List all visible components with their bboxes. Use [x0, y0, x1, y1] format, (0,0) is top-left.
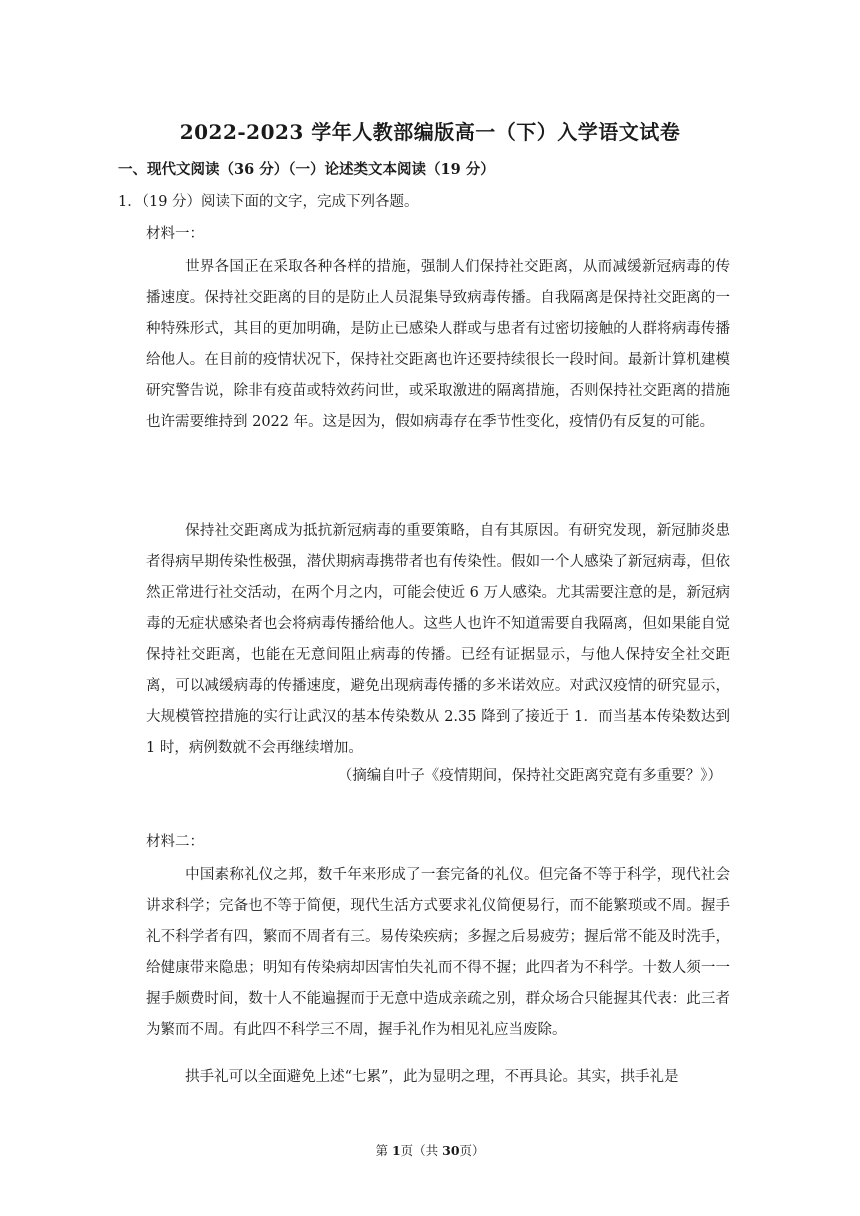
section-heading: 一、现代文阅读（36 分）（一）论述类文本阅读（19 分）	[118, 161, 495, 178]
document-title: 2022-2023 学年人教部编版高一（下）入学语文试卷	[179, 120, 681, 144]
question-prompt: 1．（19 分）阅读下面的文字，完成下列各题。	[118, 194, 419, 210]
footer-middle: 页（共	[400, 1143, 443, 1158]
material-one-source: （摘编自叶子《疫情期间，保持社交距离究竟有多重要？》）	[337, 768, 722, 784]
material-one-paragraph: 世界各国正在采取各种各样的措施，强制人们保持社交距离，从而减缓新冠病毒的传播速度。保持社交距离的目的是防止人员混集导致病毒传播。自我隔离是保持社交距离的一种特殊形式，其目的更加明确，是防止已感染人群或与患者有过密切接触的人群将病毒传播给他人。在目前的疫情状况下，保持社交距离也许还要持续很长一段时间。最新计算机建模研究警告说，除非有疫苗或特效药问世，或采取激进的隔离措施，否则保持社交距离的措施也许需要维持到 2022 年。这是因为，假如病毒存在季节性变化，疫情仍有反复的可能。	[146, 259, 730, 430]
material-two-paragraph: 中国素称礼仪之邦，数千年来形成了一套完备的礼仪。但完备不等于科学，现代社会讲求科学；完备也不等于简便，现代生活方式要求礼仪简便易行，而不能繁琐或不周。握手礼不科学者有四，繁而不周者有三。易传染疾病；多握之后易疲劳；握后常不能及时洗手，给健康带来隐患；明知有传染病却因害怕失礼而不得不握；此四者为不科学。十数人须一一握手颇费时间，数十人不能遍握而于无意中造成亲疏之别，群众场合只能握其代表：此三者为繁而不周。有此四不科学三不周，握手礼作为相见礼应当废除。	[146, 867, 730, 1038]
material-two-label: 材料二：	[146, 834, 204, 850]
footer-total-pages: 30	[442, 1143, 460, 1158]
material-two-paragraph: 拱手礼可以全面避免上述“七累”，此为显明之理，不再具论。其实，拱手礼是	[185, 1069, 679, 1085]
footer-page-number: 1	[391, 1143, 401, 1158]
footer-prefix: 第	[375, 1143, 392, 1158]
material-one-paragraph: 保持社交距离成为抵抗新冠病毒的重要策略，自有其原因。有研究发现，新冠肺炎患者得病早期传染性极强，潜伏期病毒携带者也有传染性。假如一个人感染了新冠病毒，但依然正常进行社交活动，在两个月之内，可能会使近 6 万人感染。尤其需要注意的是，新冠病毒的无症状感染者也会将病毒传播给他人。这些人也许不知道需要自我隔离，但如果能自觉保持社交距离，也能在无意间阻止病毒的传播。已经有证据显示，与他人保持安全社交距离，可以减缓病毒的传播速度，避免出现病毒传播的多米诺效应。对武汉疫情的研究显示，大规模管控措施的实行让武汉的基本传染数从 2.35 降到了接近于 1．而当基本传染数达到 1 时，病例数就不会再继续增加。	[146, 523, 730, 756]
page-footer	[0, 1141, 860, 1159]
footer-suffix: 页）	[459, 1143, 485, 1158]
material-one-label: 材料一：	[146, 226, 204, 242]
